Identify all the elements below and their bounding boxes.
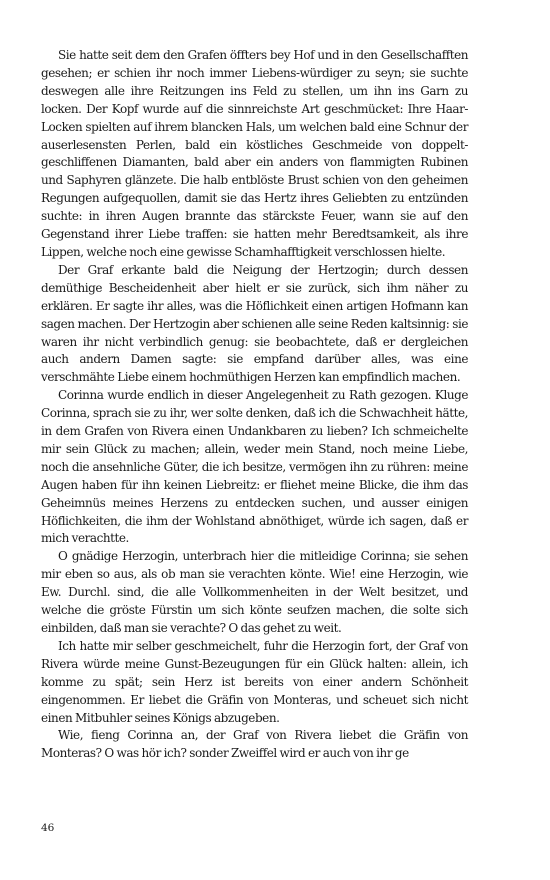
paragraph-4: O gnädige Herzogin, unterbrach hier die mitleidige Corinna; sie sehen mir eben so aus, als ob man sie verachten könte. Wie! eine Herzogin, wie Ew. Durchl. sind, die alle Vollkommenheiten in der Welt besitzet, und welche die gröste Fürstin um sich könte seufzen machen, die solte sich einbilden, daß man sie verachte? O das gehet zu weit. [41,549,468,635]
page-number: 46 [41,822,55,834]
paragraph-5: Ich hatte mir selber geschmeichelt, fuhr die Herzogin fort, der Graf von Rivera würde meine Gunst-Bezeugungen für ein Glück halten: allein, ich komme zu spät; sein Herz ist bereits von einer andern Schönheit eingenommen. Er liebet die Gräfin von Monteras, und scheuet sich nicht einen Mitbuhler seines Königs abzugeben. [41,638,468,725]
paragraph-6: Wie, fieng Corinna an, der Graf von Rivera liebet die Gräfin von Monteras? O was hör ich? sonder Zweiffel wird er auch von ihr ge [41,728,468,761]
paragraph-1: Sie hatte seit dem den Grafen öffters bey Hof und in den Gesellschafften gesehen; er schien ihr noch immer Liebens-würdiger zu seyn; sie suchte deswegen alle ihre Reitzungen ins Feld zu stellen, um ihn ins Garn zu locken. Der Kopf wurde auf die sinnreichste Art geschmücket: Ihre Haar-Locken spielten auf ihrem blancken Hals, um welchen bald eine Schnur der auserlesensten Perlen, bald ein köstliches Geschmeide von doppelt-geschliffenen Diamanten, bald aber ein anders von flammigten Rubinen und Saphyren glänzete. Die halb entblöste Brust schien von den geheimen Regungen aufgequollen, damit sie das Hertz ihres Geliebten zu entzünden suchte: in ihren Augen brannte das stärckste Feuer, wann sie auf den Gegenstand ihrer Liebe traffen: sie hatten mehr Beredtsamkeit, als ihre Lippen, welche noch eine gewisse Schamhafftigkeit verschlossen hielte. [41,48,468,259]
paragraph-2: Der Graf erkante bald die Neigung der Hertzogin; durch dessen demüthige Bescheidenheit aber hielt er sie zurück, sich ihm näher zu erklären. Er sagte ihr alles, was die Höflichkeit einen artigen Hofmann kan sagen machen. Der Hertzogin aber schienen alle seine Reden kaltsinnig: sie waren ihr nicht verbindlich genug: sie beobachtete, daß er dergleichen auch andern Damen sagte: sie empfand darüber alles, was eine verschmähte Liebe einem hochmüthigen Herzen kan empfindlich machen. [41,262,468,385]
paragraph-3: Corinna wurde endlich in dieser Angelegenheit zu Rath gezogen. Kluge Corinna, sprach sie zu ihr, wer solte denken, daß ich die Schwachheit hätte, in dem Grafen von Rivera einen Undankbaren zu lieben? Ich schmeichelte mir sein Glück zu machen; allein, weder mein Stand, noch meine Liebe, noch die ansehnliche Güter, die ich besitze, vermögen ihn zu rühren: meine Augen haben für ihn keinen Liebreitz: er fliehet meine Blicke, die ihm das Geheimnüs meines Herzens zu entdecken suchen, und ausser einigen Höflichkeiten, die ihm der Wohlstand abnöthiget, würde ich sagen, daß er mich verachtte. [41,388,468,546]
book-page-text [41,47,468,763]
